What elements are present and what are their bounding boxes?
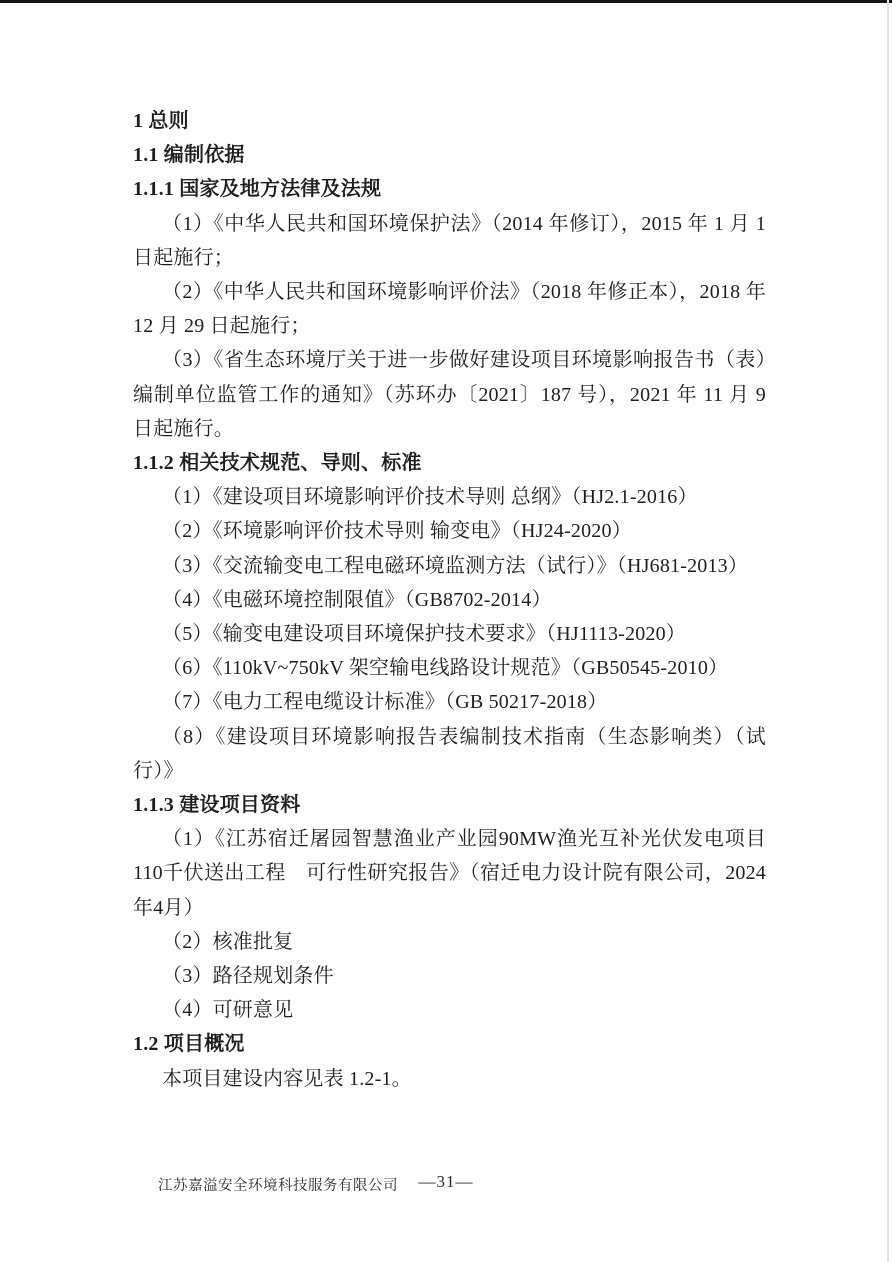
paragraph-standard-item-6: （6）《110kV~750kV 架空输电线路设计规范》（GB50545-2010） — [162, 657, 729, 680]
heading-subsection-1-1-1-laws-regulations: 1.1.1 国家及地方法律及法规 — [133, 178, 382, 201]
paragraph-law-item-1: （1）《中华人民共和国环境保护法》（2014 年修订），2015 年 1 月 1 日起施行； — [133, 212, 766, 269]
paragraph-law-item-2: （2）《中华人民共和国环境影响评价法》（2018 年修正本），2018 年 12 月 29 日起施行； — [133, 281, 766, 338]
scan-right-edge-artifact — [887, 0, 889, 1262]
heading-subsection-1-1-3-project-materials: 1.1.3 建设项目资料 — [133, 794, 301, 817]
heading-section-1-2-project-overview: 1.2 项目概况 — [133, 1033, 245, 1056]
paragraph-standard-item-5: （5）《输变电建设项目环境保护技术要求》（HJ1113-2020） — [162, 623, 687, 646]
paragraph-standard-item-7: （7）《电力工程电缆设计标准》（GB 50217-2018） — [162, 691, 608, 714]
footer-page-number: —31— — [418, 1172, 474, 1191]
heading-section-1-1-compilation-basis: 1.1 编制依据 — [133, 144, 245, 167]
paragraph-standard-item-4: （4）《电磁环境控制限值》（GB8702-2014） — [162, 588, 552, 611]
paragraph-project-material-1: （1）《江苏宿迁屠园智慧渔业产业园90MW渔光互补光伏发电项目110千伏送出工程 可行性研究报告》（宿迁电力设计院有限公司，2024年4月） — [133, 828, 766, 919]
document-body — [133, 104, 766, 1096]
scan-top-edge-artifact — [0, 0, 892, 3]
heading-chapter-1-general-provisions: 1 总则 — [133, 110, 189, 132]
paragraph-project-material-2: （2）核准批复 — [162, 930, 294, 953]
paragraph-project-material-4: （4）可研意见 — [162, 999, 294, 1022]
paragraph-project-material-3: （3）路径规划条件 — [162, 965, 334, 988]
page-footer — [0, 1172, 892, 1194]
paragraph-project-overview-reference: 本项目建设内容见表 1.2-1。 — [162, 1067, 412, 1090]
paragraph-standard-item-2: （2）《环境影响评价技术导则 输变电》（HJ24-2020） — [162, 520, 632, 543]
paragraph-standard-item-8: （8）《建设项目环境影响报告表编制技术指南（生态影响类）（试行）》 — [133, 725, 766, 782]
footer-company-name: 江苏嘉溢安全环境科技服务有限公司 — [158, 1178, 398, 1194]
paragraph-law-item-3: （3）《省生态环境厅关于进一步做好建设项目环境影响报告书（表）编制单位监管工作的通知》（苏环办〔2021〕187 号），2021 年 11 月 9 日起施行。 — [133, 349, 766, 440]
paragraph-standard-item-1: （1）《建设项目环境影响评价技术导则 总纲》（HJ2.1-2016） — [162, 486, 698, 509]
heading-subsection-1-1-2-technical-standards: 1.1.2 相关技术规范、导则、标准 — [133, 452, 422, 475]
paragraph-standard-item-3: （3）《交流输变电工程电磁环境监测方法（试行）》（HJ681-2013） — [162, 554, 749, 577]
